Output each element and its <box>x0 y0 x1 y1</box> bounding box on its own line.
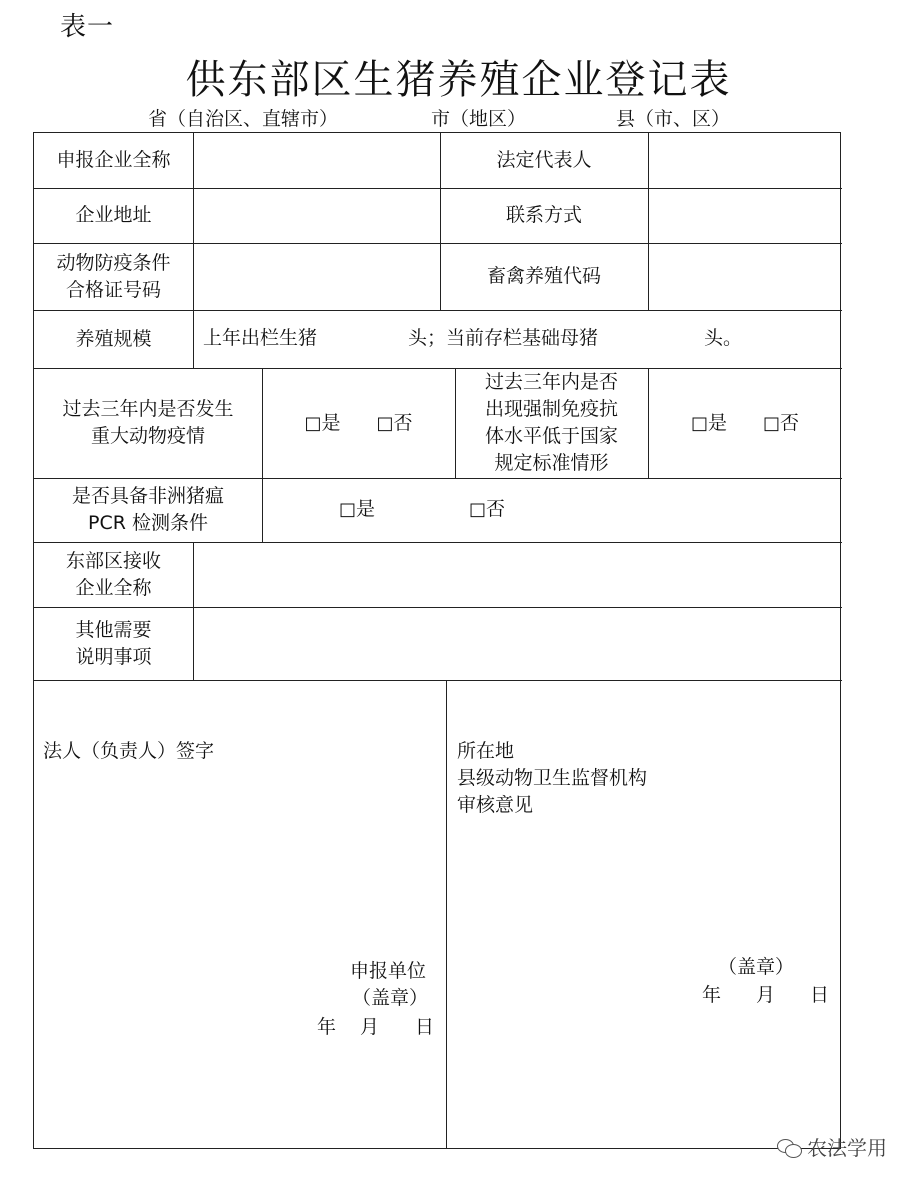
receiving-company-field[interactable] <box>193 542 842 607</box>
immunity-level-options <box>648 368 842 478</box>
epidemic-no-option[interactable]: □否 <box>376 411 413 434</box>
major-epidemic-options <box>262 368 455 478</box>
scale-text-pigs-sold: 上年出栏生猪 <box>203 327 318 349</box>
watermark-text: 农法学用 <box>807 1136 887 1160</box>
immunity-no-option[interactable]: □否 <box>763 411 800 434</box>
province-field-label: 省（自治区、直辖市） <box>148 108 339 130</box>
checkbox-icon: □ <box>690 412 708 434</box>
form-title: 供东部区生猪养殖企业登记表 <box>185 57 732 103</box>
registration-form-table <box>33 132 841 1149</box>
date-day: 日 <box>415 1016 435 1038</box>
applicant-unit-label: 申报单位 <box>350 960 427 982</box>
certificate-number-field[interactable] <box>193 243 440 310</box>
company-name-label: 申报企业全称 <box>56 149 171 171</box>
applicant-seal-label: （盖章） <box>352 987 429 1009</box>
immunity-yes-option[interactable]: □是 <box>690 411 727 434</box>
checkbox-icon: □ <box>469 499 487 520</box>
city-field-label: 市（地区） <box>431 108 527 130</box>
date-year: 年 <box>317 1016 337 1038</box>
epidemic-yes-option[interactable]: □是 <box>304 411 341 434</box>
checkbox-icon: □ <box>304 412 322 434</box>
livestock-code-label: 畜禽养殖代码 <box>486 265 601 287</box>
breeding-scale-label: 养殖规模 <box>75 327 152 350</box>
date-year: 年 <box>702 984 722 1006</box>
receiving-company-label: 东部区接收 企业全称 <box>65 549 161 599</box>
breeding-scale-field[interactable] <box>193 310 842 368</box>
company-name-field[interactable] <box>193 133 440 188</box>
pcr-no-option[interactable]: □否 <box>469 498 506 520</box>
review-seal-label: （盖章） <box>718 956 795 978</box>
pcr-yes-option[interactable]: □是 <box>339 498 376 520</box>
contact-field[interactable] <box>648 188 842 243</box>
location-label: 所在地 <box>457 740 515 762</box>
supervision-agency-label: 县级动物卫生监督机构 <box>457 767 648 789</box>
livestock-code-field[interactable] <box>648 243 842 310</box>
contact-label: 联系方式 <box>505 204 582 226</box>
other-notes-field[interactable] <box>193 607 842 680</box>
epidemic-prevention-certificate-label: 动物防疫条件 合格证号码 <box>56 251 171 301</box>
scale-text-sows: 头；当前存栏基础母猪 <box>408 327 599 349</box>
watermark <box>777 1132 887 1161</box>
legal-representative-field[interactable] <box>648 133 842 188</box>
checkbox-icon: □ <box>763 412 781 434</box>
date-month: 月 <box>756 984 776 1006</box>
wechat-icon <box>777 1137 803 1157</box>
company-address-field[interactable] <box>193 188 440 243</box>
immunity-level-question: 过去三年内是否 出现强制免疫抗 体水平低于国家 规定标准情形 <box>484 371 618 474</box>
company-address-label: 企业地址 <box>75 204 152 226</box>
date-month: 月 <box>360 1016 380 1038</box>
checkbox-icon: □ <box>339 499 357 520</box>
legal-representative-label: 法定代表人 <box>496 149 592 171</box>
pcr-capability-question: 是否具备非洲猪瘟 PCR 检测条件 <box>71 485 224 534</box>
pcr-capability-options <box>262 478 842 542</box>
date-day: 日 <box>810 984 830 1006</box>
review-opinion-label: 审核意见 <box>457 794 534 816</box>
legal-person-signature-label: 法人（负责人）签字 <box>43 740 215 762</box>
table-label: 表一 <box>60 12 115 42</box>
scale-text-end: 头。 <box>704 327 743 349</box>
major-epidemic-question: 过去三年内是否发生 重大动物疫情 <box>62 398 234 447</box>
legal-person-signature-area[interactable] <box>34 680 446 1148</box>
review-opinion-area[interactable] <box>446 680 842 1148</box>
other-notes-label: 其他需要 说明事项 <box>75 618 152 668</box>
checkbox-icon: □ <box>376 412 394 434</box>
county-field-label: 县（市、区） <box>616 108 731 130</box>
